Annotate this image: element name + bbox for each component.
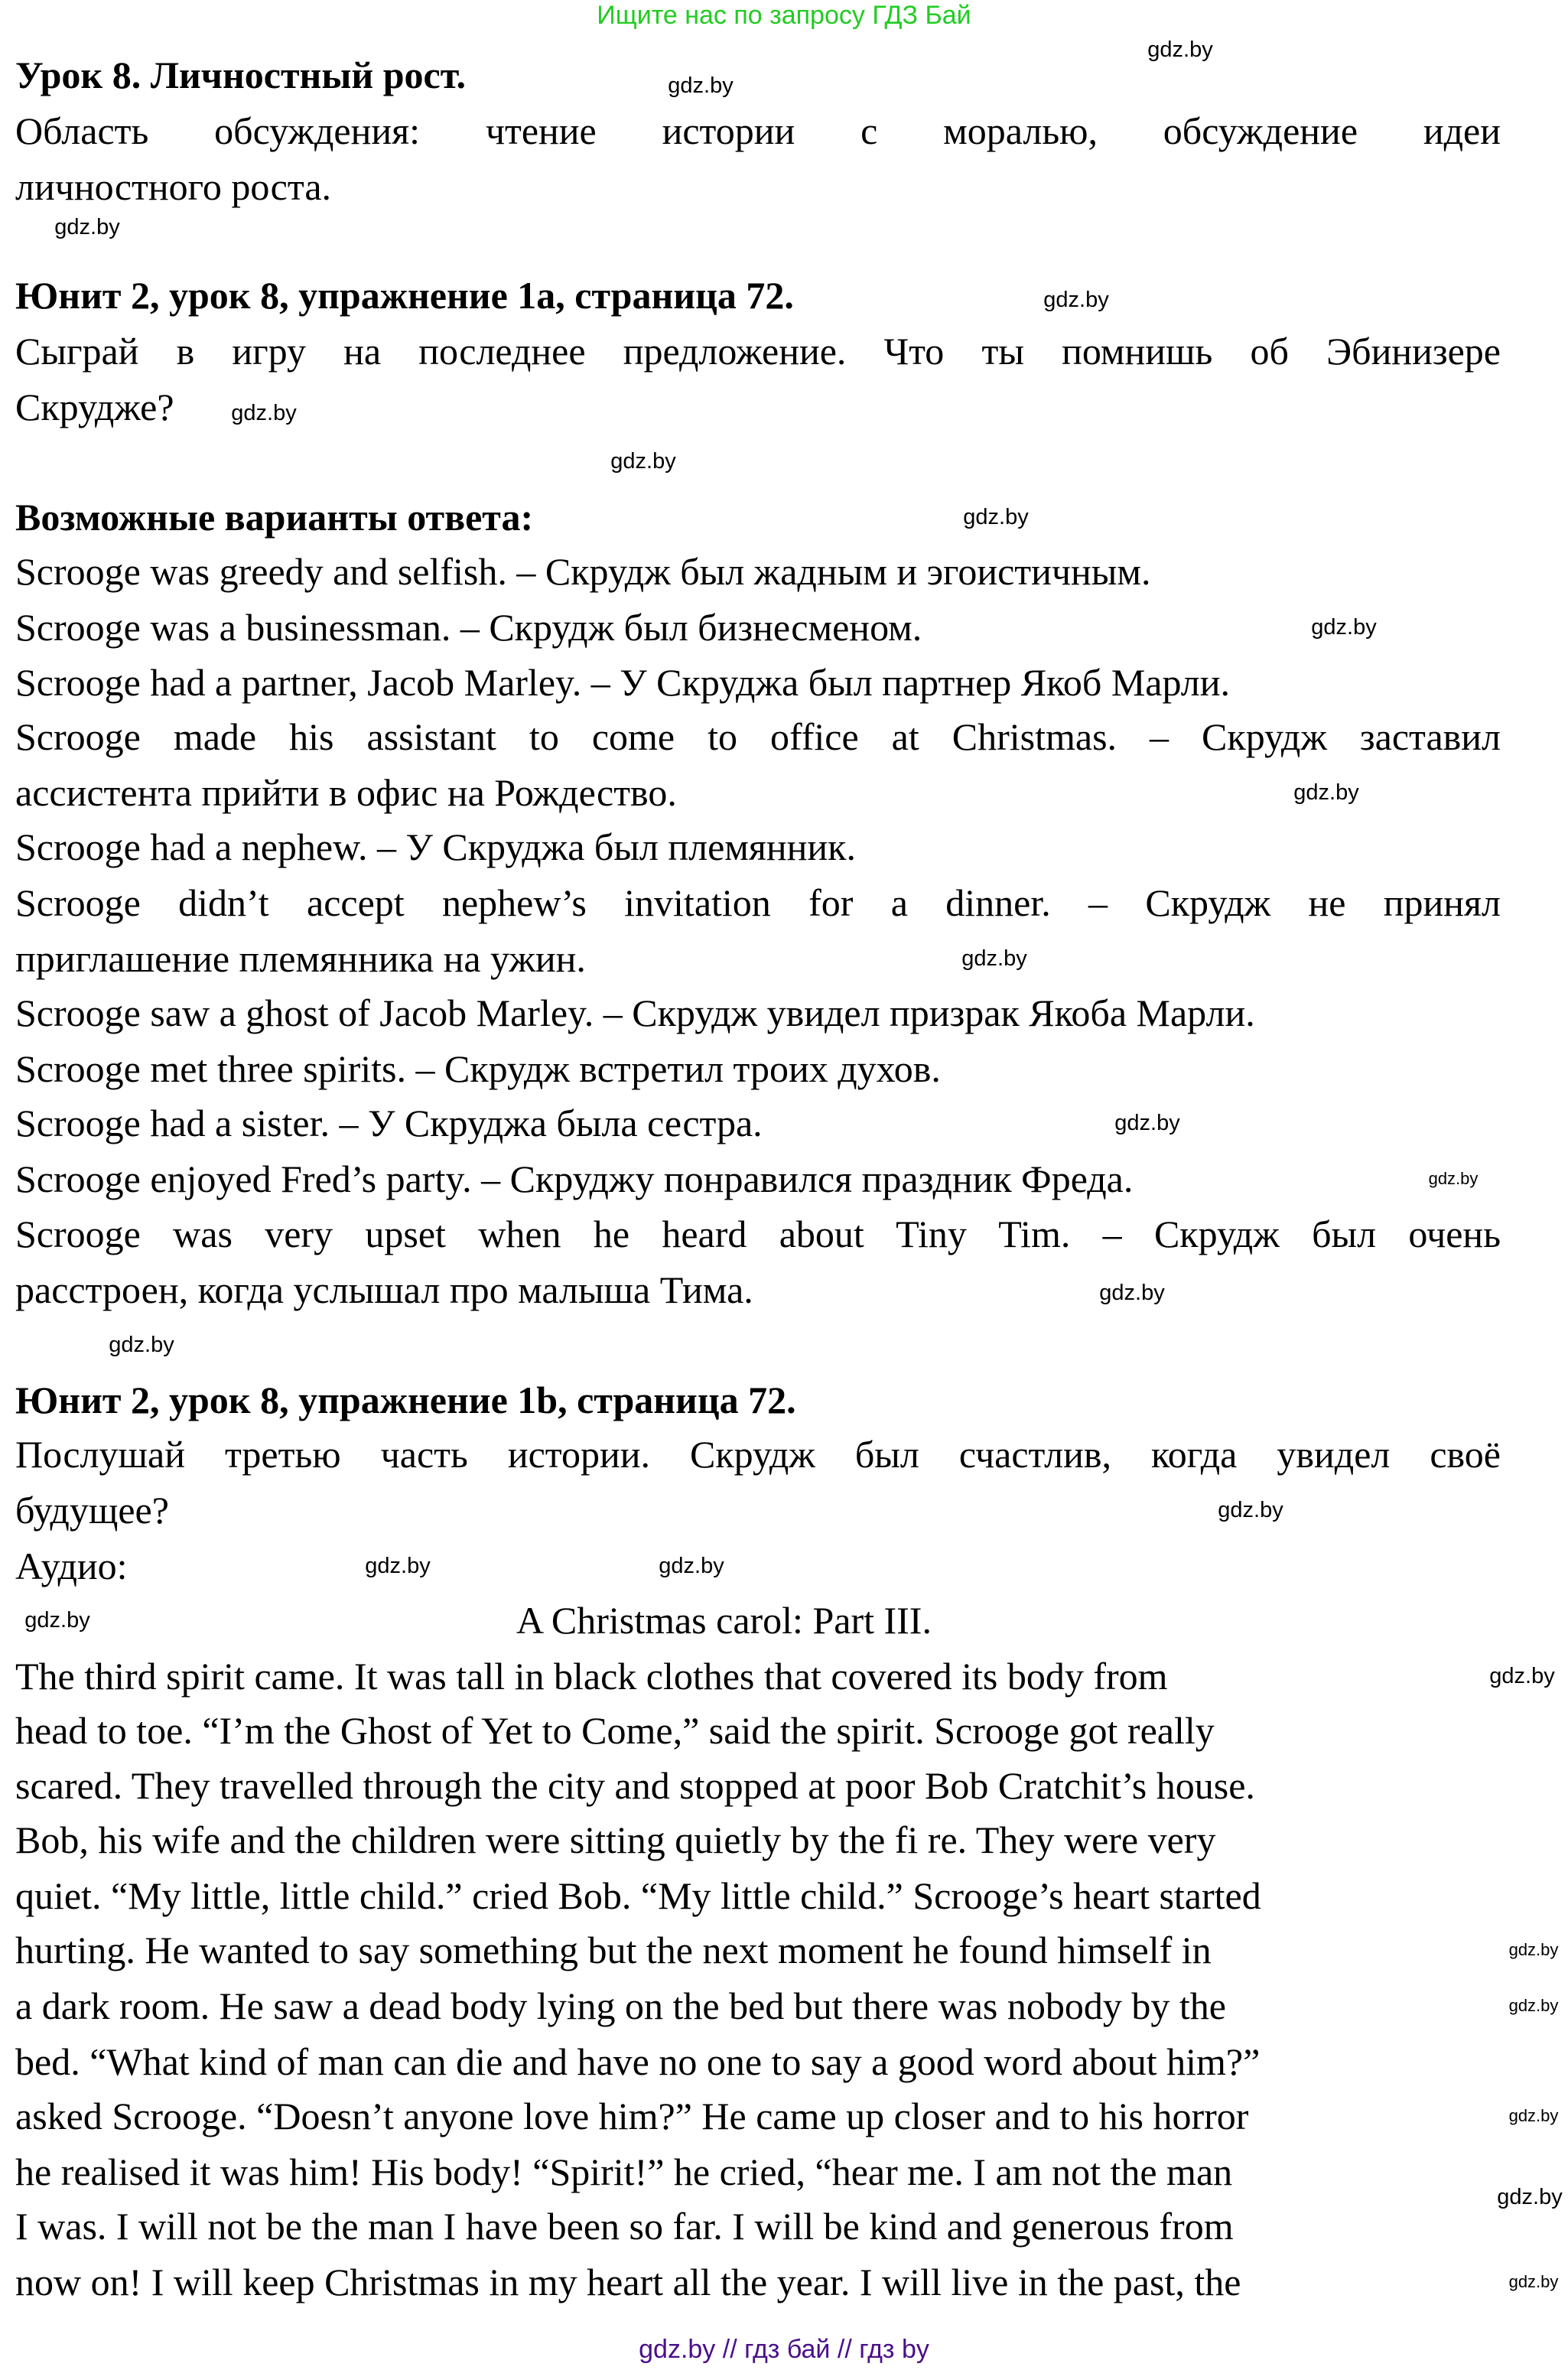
task-line: Сыграй в игру на последнее предложение. Что ты помнишь об Эбинизере <box>15 330 1501 373</box>
answer-line: Scrooge enjoyed Fred’s party. – Скруджу понравился праздник Фреда. <box>15 1157 1134 1200</box>
search-banner: Ищите нас по запросу ГДЗ Бай <box>597 1 971 30</box>
answer-line: приглашение племянника на ужин. <box>15 937 586 980</box>
watermark: gdz.by <box>1114 1111 1180 1135</box>
watermark: gdz.by <box>1508 1940 1559 1959</box>
exercise-1b-heading: Юнит 2, урок 8, упражнение 1b, страница 72. <box>15 1379 796 1421</box>
lesson-title: Урок 8. Личностный рост. <box>15 54 466 96</box>
story-line: head to toe. “I’m the Ghost of Yet to Come,” said the spirit. Scrooge got really <box>15 1709 1215 1752</box>
story-line: now on! I will keep Christmas in my heart all the year. I will live in the past, the <box>15 2261 1241 2303</box>
answer-line: Scrooge met three spirits. – Скрудж встретил троих духов. <box>15 1047 941 1090</box>
watermark: gdz.by <box>963 505 1029 529</box>
watermark: gdz.by <box>1311 615 1377 640</box>
scope-line: Область обсуждения: чтение истории с моралью, обсуждение идеи <box>15 109 1501 152</box>
watermark: gdz.by <box>1043 288 1109 312</box>
exercise-1a-heading: Юнит 2, урок 8, упражнение 1a, страница 72. <box>15 274 794 317</box>
watermark: gdz.by <box>54 215 120 239</box>
watermark: gdz.by <box>1489 1664 1555 1688</box>
story-line: scared. They travelled through the city and stopped at poor Bob Cratchit’s house. <box>15 1764 1255 1807</box>
answer-line: Scrooge made his assistant to come to office at Christmas. – Скрудж заставил <box>15 715 1501 758</box>
story-line: I was. I will not be the man I have been so far. I will be kind and generous from <box>15 2205 1234 2248</box>
task-line: будущее? <box>15 1489 169 1532</box>
watermark: gdz.by <box>1147 37 1213 62</box>
watermark: gdz.by <box>668 73 734 98</box>
story-line: he realised it was him! His body! “Spirit!” he cried, “hear me. I am not the man <box>15 2150 1233 2193</box>
watermark: gdz.by <box>1293 780 1359 805</box>
answer-line: Scrooge had a partner, Jacob Marley. – У Скруджа был партнер Якоб Марли. <box>15 661 1231 704</box>
watermark: gdz.by <box>1099 1281 1165 1305</box>
task-line: Скрудже? <box>15 386 174 428</box>
answer-line: Scrooge was a businessman. – Скрудж был бизнесменом. <box>15 606 922 649</box>
answer-line: ассистента прийти в офис на Рождество. <box>15 771 677 814</box>
story-line: quiet. “My little, little child.” cried Bob. “My little child.” Scrooge’s heart started <box>15 1874 1261 1917</box>
answer-line: Scrooge was very upset when he heard about Tiny Tim. – Скрудж был очень <box>15 1213 1501 1255</box>
watermark: gdz.by <box>1508 1996 1559 2015</box>
footer-banner: gdz.by // гдз бай // гдз by <box>639 2335 929 2364</box>
watermark: gdz.by <box>610 449 676 474</box>
story-line: hurting. He wanted to say something but the next moment he found himself in <box>15 1929 1212 1971</box>
answer-line: Scrooge was greedy and selfish. – Скрудж был жадным и эгоистичным. <box>15 550 1151 593</box>
story-line: a dark room. He saw a dead body lying on the bed but there was nobody by the <box>15 1984 1226 2027</box>
story-line: bed. “What kind of man can die and have no one to say a good word about him?” <box>15 2040 1261 2083</box>
watermark: gdz.by <box>1497 2185 1563 2209</box>
answer-line: Scrooge had a nephew. – У Скруджа был племянник. <box>15 825 856 868</box>
story-line: Bob, his wife and the children were sitting quietly by the fi re. They were very <box>15 1818 1216 1861</box>
audio-label: Аудио: <box>15 1545 128 1587</box>
scope-line: личностного роста. <box>15 165 332 208</box>
watermark: gdz.by <box>659 1554 724 1578</box>
answers-heading: Возможные варианты ответа: <box>15 496 534 539</box>
watermark: gdz.by <box>1508 2106 1559 2125</box>
answer-line: Scrooge saw a ghost of Jacob Marley. – Скрудж увидел призрак Якоба Марли. <box>15 991 1255 1034</box>
watermark: gdz.by <box>1508 2272 1559 2291</box>
answer-line: расстроен, когда услышал про малыша Тима. <box>15 1268 753 1311</box>
story-line: asked Scrooge. “Doesn’t anyone love him?” He came up closer and to his horror <box>15 2095 1249 2137</box>
watermark: gdz.by <box>961 946 1027 971</box>
story-line: The third spirit came. It was tall in black clothes that covered its body from <box>15 1655 1168 1698</box>
watermark: gdz.by <box>1428 1169 1479 1188</box>
watermark: gdz.by <box>24 1608 90 1633</box>
watermark: gdz.by <box>109 1333 174 1357</box>
watermark: gdz.by <box>365 1554 431 1578</box>
answer-line: Scrooge didn’t accept nephew’s invitation for a dinner. – Скрудж не принял <box>15 881 1501 924</box>
answer-line: Scrooge had a sister. – У Скруджа была сестра. <box>15 1102 763 1144</box>
story-title: A Christmas carol: Part III. <box>516 1599 932 1642</box>
task-line: Послушай третью часть истории. Скрудж был счастлив, когда увидел своё <box>15 1433 1501 1476</box>
watermark: gdz.by <box>231 401 297 425</box>
watermark: gdz.by <box>1218 1498 1283 1522</box>
